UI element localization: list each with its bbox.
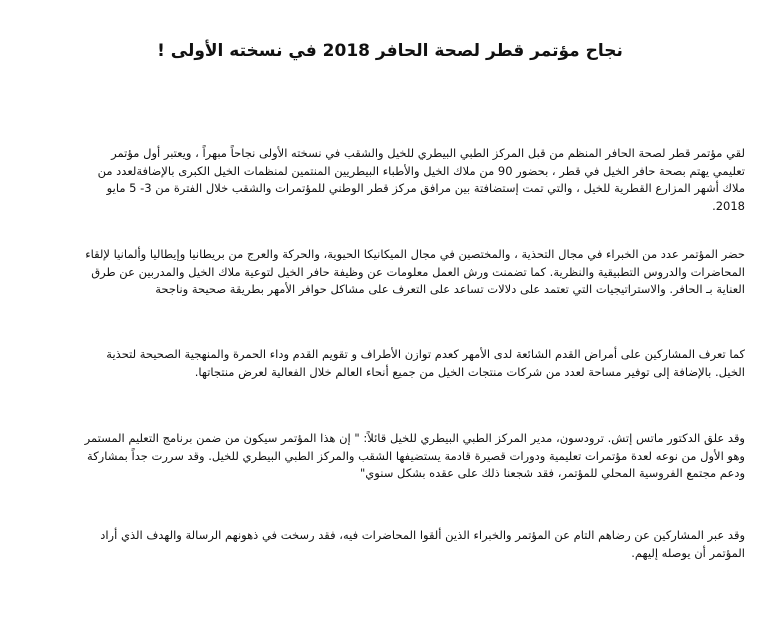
paragraph-participants: كما تعرف المشاركين على أمراض القدم الشائعة لدى الأمهر كعدم توازن الأطراف و تقويم القدم وداء الحمرة والمنهجية الصحيحة لتحذية الخيل. بالإضافة إلى توفير مساحة لعدد من شركات منتجات الخيل من جميع أنحاء العالم خلال الفعالية لعرض منتجاتها. <box>106 347 745 379</box>
article-title: نجاح مؤتمر قطر لصحة الحافر 2018 في نسخته الأولى ! <box>157 41 623 61</box>
paragraph-satisfaction: وقد عبر المشاركين عن رضاهم التام عن المؤتمر والخبراء الذين ألقوا المحاضرات فيه، فقد رسخت في ذهونهم الرسالة والهدف الذي أراد المؤتمر أن يوصله إليهم. <box>100 528 745 560</box>
paragraph-experts: حضر المؤتمر عدد من الخبراء في مجال التحذية ، والمختصين في مجال الميكانيكا الحيوية، والحركة والعرج من بريطانيا وإيطاليا وألمانيا لإلقاء المحاضرات والدروس التطبيقية والنظرية. كما تضمنت ورش العمل معلومات عن وظيفة حافر الخيل لتوعية ملاك الخيل والمدربين عن طرق العناية بـ الحافر. والاستراتيجيات التي تعتمد على دلالات تساعد على التعرف على مشاكل حوافر الأمهر بطريقة صحيحة وناجحة <box>85 247 745 296</box>
paragraph-quote: وقد علق الدكتور ماتس إتش. ترودسون، مدير المركز الطبي البيطري للخيل قائلاً: " إن هذا المؤتمر سيكون من ضمن برنامج التعليم المستمر وهو الأول من نوعه لعدة مؤتمرات تعليمية ودورات قصيرة قادمة يستضيفها الشقب والمركز الطبي البيطري للخيل. وقد سررت جداً بمشاركة ودعم مجتمع الفروسية المحلي للمؤتمر، فقد شجعنا ذلك على عقده بشكل سنوي" <box>84 431 745 480</box>
paragraph-intro: لقي مؤتمر قطر لصحة الحافر المنظم من قبل المركز الطبي البيطري للخيل والشقب في نسخته الأولى نجاحاً مبهراً ، ويعتبر أول مؤتمر تعليمي يهتم بصحة حافر الخيل في قطر ، بحضور 90 من ملاك الخيل والأطباء البيطريين المنتمين لمنظمات الخيل الكبرى بالإضافةلعدد من ملاك أشهر المزارع القطرية للخيل ، والتي تمت إستضافتة بين مرافق مركز قطر الوطني للمؤتمرات والشقب خلال الفترة من 3- 5 مايو 2018. <box>97 146 745 213</box>
